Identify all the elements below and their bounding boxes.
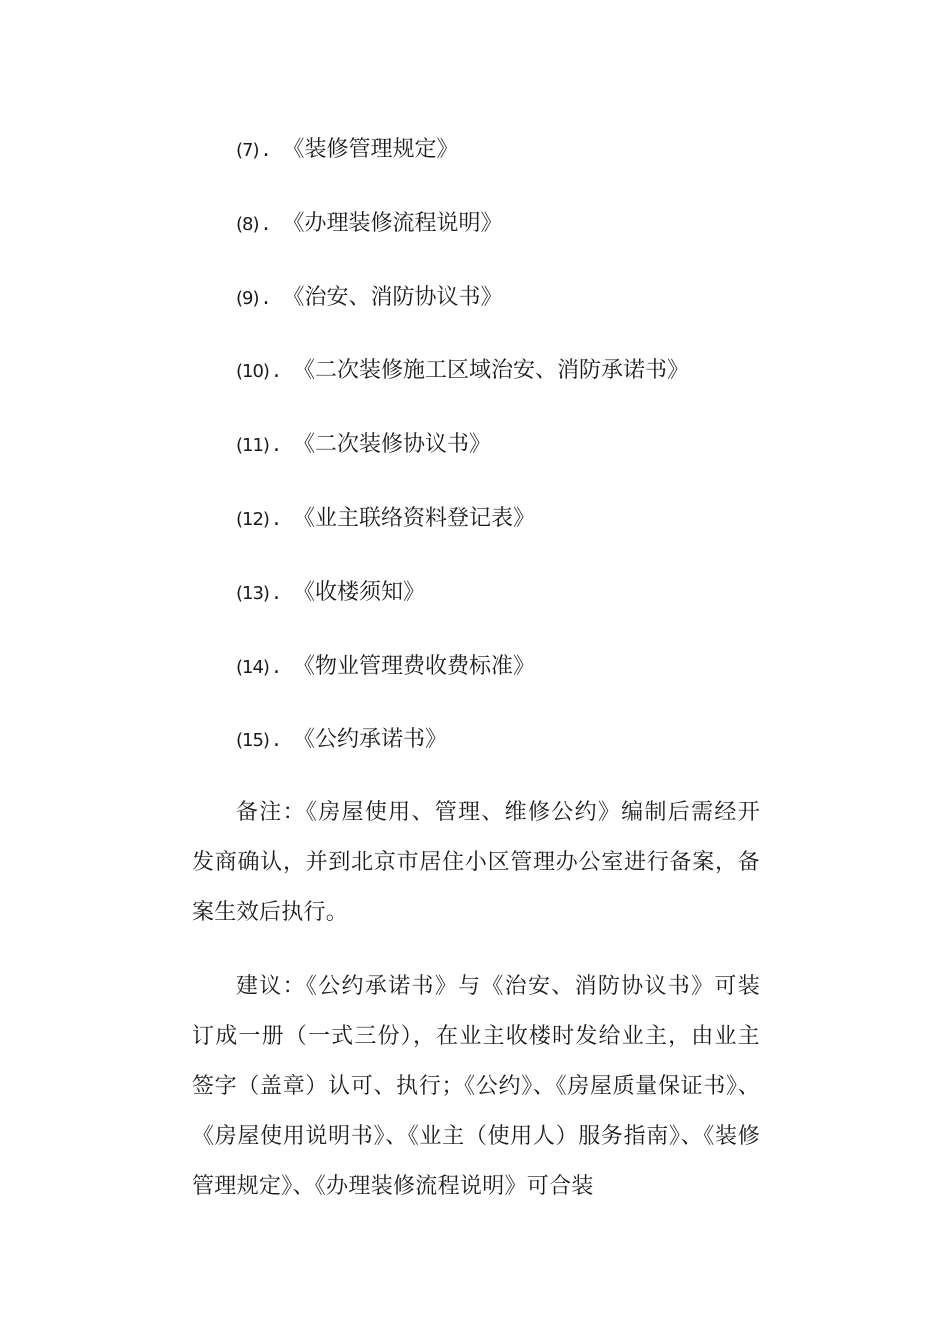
item-separator: . xyxy=(262,210,270,236)
item-title: 《物业管理费收费标准》 xyxy=(292,653,535,679)
item-number: (7) xyxy=(236,140,259,161)
advice-text: 《公约承诺书》与《治安、消防协议书》可装订成一册（一式三份），在业主收楼时发给业主，由业主签字（盖章）认可、执行；《公约》、《房屋质量保证书》、《房屋使用说明书》、《业主（使用人）服务指南》、《装修管理规定》、《办理装修流程说明》可合装 xyxy=(192,974,760,1199)
item-number: (12) xyxy=(236,508,269,530)
item-separator: . xyxy=(272,358,280,384)
item-separator: . xyxy=(272,727,280,753)
item-separator: . xyxy=(272,432,280,458)
item-title: 《办理装修流程说明》 xyxy=(282,210,503,236)
advice-label: 建议： xyxy=(236,974,306,999)
list-item xyxy=(236,571,796,645)
note-text: 《房屋使用、管理、维修公约》编制后需经开发商确认，并到北京市居住小区管理办公室进行备案，备案生效后执行。 xyxy=(192,800,760,925)
item-title: 《二次装修施工区域治安、消防承诺书》 xyxy=(292,358,689,384)
item-title: 《业主联络资料登记表》 xyxy=(292,505,535,531)
item-separator: . xyxy=(272,653,280,679)
list-item xyxy=(236,497,796,571)
item-number: (10) xyxy=(236,361,269,383)
item-title: 《治安、消防协议书》 xyxy=(282,284,503,310)
note-paragraph xyxy=(192,788,760,938)
item-separator: . xyxy=(262,137,270,162)
item-number: (11) xyxy=(236,435,269,457)
list-item xyxy=(236,349,796,423)
list-item xyxy=(236,645,796,719)
item-title: 《公约承诺书》 xyxy=(292,727,447,753)
item-separator: . xyxy=(272,505,280,531)
list-item xyxy=(236,128,796,202)
item-title: 《二次装修协议书》 xyxy=(292,432,491,458)
item-number: (9) xyxy=(236,287,259,309)
note-label: 备注： xyxy=(236,800,306,825)
item-number: (13) xyxy=(236,582,269,604)
list-item xyxy=(236,202,796,276)
document-list xyxy=(236,128,796,792)
advice-paragraph xyxy=(192,962,760,1212)
item-number: (8) xyxy=(236,213,259,235)
list-item xyxy=(236,423,796,497)
list-item xyxy=(236,718,796,792)
item-separator: . xyxy=(272,579,280,605)
item-separator: . xyxy=(262,284,270,310)
item-title: 《装修管理规定》 xyxy=(282,137,459,162)
item-title: 《收楼须知》 xyxy=(292,579,425,605)
item-number: (15) xyxy=(236,730,269,752)
list-item xyxy=(236,276,796,350)
item-number: (14) xyxy=(236,656,269,678)
